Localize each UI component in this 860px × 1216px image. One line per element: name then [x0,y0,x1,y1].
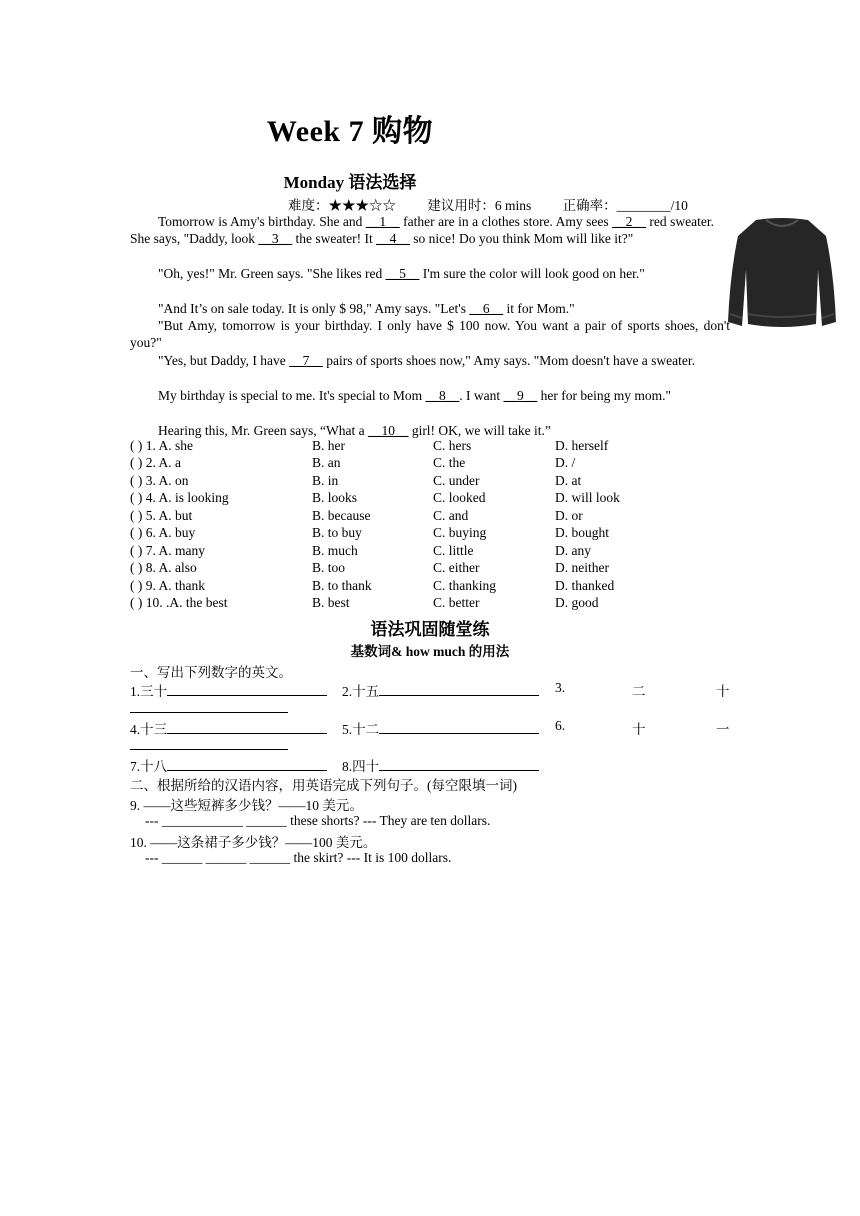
blank-10[interactable]: __10__ [367,423,409,438]
blank-7[interactable]: __7__ [289,353,323,368]
question-label: 2.十五 [342,684,380,699]
option-choice-c: C. little [433,542,474,558]
answer-blank[interactable] [167,758,327,771]
option-question[interactable]: ( ) 2. A. a [130,455,181,471]
blank-8[interactable]: __8__ [425,388,460,403]
option-choice-c: C. under [433,472,480,488]
option-choice-b: B. much [312,542,358,558]
option-choice-d: D. neither [555,560,609,576]
option-choice-c: C. the [433,455,466,471]
accuracy-field: 正确率：________/10 [562,198,688,213]
option-choice-c: C. either [433,560,480,576]
option-choice-d: D. thanked [555,577,615,593]
option-question[interactable]: ( ) 10. .A. the best [130,595,228,611]
question-6-number: 6. [555,718,566,733]
passage-text: "But Amy, tomorrow is your birthday. I only have $ 100 now. You want a pair of sports shoes, don't you?" [130,318,730,351]
option-choice-c: C. buying [433,525,487,541]
question-6-char-a: 十 [632,722,646,737]
option-choice-b: B. too [312,560,346,576]
meta-info [288,194,688,214]
part2-instruction: 二、根据所给的汉语内容，用英语完成下列句子。(每空限填一词) [130,778,517,793]
question-label: 1.三十 [130,684,168,699]
question-3-char-b: 十 [716,684,730,699]
option-question[interactable]: ( ) 6. A. buy [130,525,196,541]
option-choice-b: B. to thank [312,577,372,593]
question-label: 7.十八 [130,759,168,774]
blank-6[interactable]: __6__ [469,301,504,316]
question-7 [130,755,327,775]
option-question[interactable]: ( ) 3. A. on [130,472,189,488]
question-label: 5.十二 [342,722,380,737]
option-choice-b: B. in [312,472,339,488]
passage-text: pairs of sports shoes now," Amy says. "Mom doesn't have a sweater. [322,353,696,368]
passage-paragraph-3 [130,300,730,317]
practice-subtitle: 基数词& how much 的用法 [350,644,510,659]
passage-paragraph-7 [130,422,730,439]
option-question[interactable]: ( ) 5. A. but [130,507,193,523]
blank-4[interactable]: __4__ [376,231,410,247]
passage-paragraph-6 [130,387,730,404]
practice-title: 语法巩固随堂练 [370,620,490,639]
option-choice-d: D. bought [555,525,609,541]
section-subtitle: Monday 语法选择 [283,173,417,192]
option-question[interactable]: ( ) 4. A. is looking [130,490,229,506]
blank-2[interactable]: __2__ [612,214,646,229]
answer-blank[interactable] [167,721,327,734]
option-choice-c: C. thanking [433,577,496,593]
option-question[interactable]: ( ) 9. A. thank [130,577,205,593]
part1-instruction: 一、写出下列数字的英文。 [130,665,292,680]
blank-5[interactable]: __5__ [385,266,420,281]
passage-text: I'm sure the color will look good on her." [419,266,645,281]
answer-blank[interactable] [379,758,539,771]
passage-paragraph-5 [130,352,730,369]
option-choice-d: D. at [555,472,582,488]
option-choice-b: B. her [312,438,345,453]
question-2 [342,680,539,700]
option-choice-b: B. best [312,595,350,611]
answer-blank[interactable] [379,721,539,734]
option-choice-d: D. will look [555,490,620,506]
sweater-image [726,214,838,332]
sentence-10-chinese: 10. ——这条裙子多少钱？——100 美元。 [130,835,377,850]
sentence-9-english[interactable]: --- ____________ ______ these shorts? --- They are ten dollars. [145,813,491,828]
question-label: 4.十三 [130,722,168,737]
blank-3[interactable]: __3__ [258,231,293,247]
option-choice-d: D. good [555,595,599,611]
page-title: Week 7 购物 [266,115,434,148]
sentence-9-chinese: 9. ——这些短裤多少钱？——10 美元。 [130,798,363,813]
option-choice-d: D. herself [555,438,609,453]
option-choice-b: B. looks [312,490,358,506]
option-choice-b: B. an [312,455,341,471]
option-question[interactable]: ( ) 1. A. she [130,438,193,453]
blank-1[interactable]: __1__ [365,214,400,229]
option-choice-c: C. and [433,507,469,523]
answer-blank[interactable] [167,683,327,696]
passage-paragraph-1 [130,213,714,248]
passage-text: My birthday is special to me. It's special to Mom [158,388,426,403]
question-4 [130,718,327,738]
question-8 [342,755,539,775]
question-6-char-b: 一 [716,722,730,737]
option-question[interactable]: ( ) 8. A. also [130,560,197,576]
option-choice-b: B. to buy [312,525,362,541]
question-3-answer [130,700,288,717]
option-question[interactable]: ( ) 7. A. many [130,542,205,558]
passage-text: . I want [459,388,504,403]
option-choice-c: C. better [433,595,480,611]
passage-text: Hearing this, Mr. Green says, “What a [158,423,368,438]
passage-text: her for being my mom." [537,388,671,403]
question-5 [342,718,539,738]
option-choice-c: C. hers [433,438,472,453]
passage-text: "Oh, yes!" Mr. Green says. "She likes red [158,266,386,281]
passage-text: so nice! Do you think Mom will like it?" [409,231,634,247]
option-choice-d: D. / [555,455,576,471]
answer-blank[interactable] [130,700,288,713]
passage-text: the sweater! It [292,231,377,247]
option-choice-d: D. any [555,542,591,558]
option-choice-b: B. because [312,507,371,523]
difficulty-rating: 难度：★★★☆☆ [288,198,396,213]
passage-text: red sweater. She says, "Daddy, look [130,214,714,247]
passage-text: it for Mom." [503,301,575,316]
passage-text: girl! OK, we will take it.” [408,423,551,438]
question-label: 8.四十 [342,759,380,774]
blank-9[interactable]: __9__ [503,388,538,403]
question-1 [130,680,327,700]
passage-text: "Yes, but Daddy, I have [158,353,290,368]
question-3-char-a: 二 [632,684,646,699]
suggested-time: 建议用时：6 mins [427,198,532,213]
passage-text: Tomorrow is Amy's birthday. She and [158,214,366,229]
passage-text: father are in a clothes store. Amy sees [399,214,613,229]
passage-text: "And It’s on sale today. It is only $ 98," Amy says. "Let's [158,301,470,316]
answer-blank[interactable] [130,737,288,750]
passage-paragraph-4 [130,317,730,352]
question-6-answer [130,737,288,754]
option-choice-d: D. or [555,507,583,523]
answer-blank[interactable] [379,683,539,696]
passage-paragraph-2 [130,265,714,282]
sentence-10-english[interactable]: --- ______ ______ ______ the skirt? --- It is 100 dollars. [145,850,452,865]
option-choice-c: C. looked [433,490,486,506]
question-3-number: 3. [555,680,566,695]
